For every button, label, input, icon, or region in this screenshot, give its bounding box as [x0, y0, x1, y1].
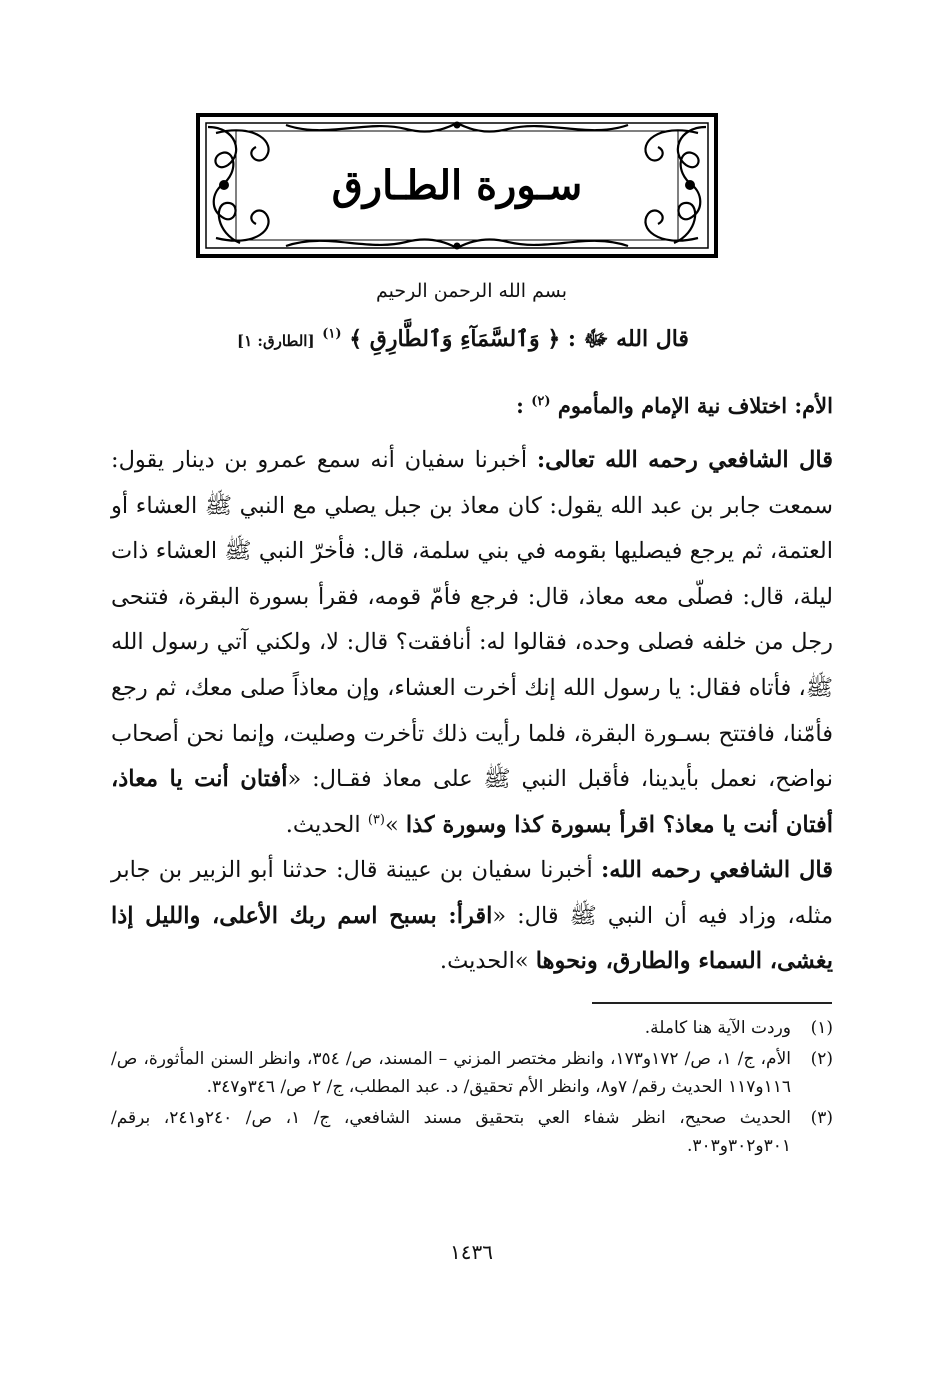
- footnote-text: الحديث صحيح، انظر شفاء العي بتحقيق مسند الشافعي، ج/ ١، ص/ ٢٤٠و٢٤١، برقم/ ٣٠١و٣٠٢و٣٠٣.: [111, 1107, 791, 1156]
- verse-line: [183, 325, 743, 357]
- footnotes: [111, 1014, 833, 1163]
- ornamental-title-frame: [196, 113, 718, 258]
- section-heading-text: الأم: اختلاف نية الإمام والمأموم: [557, 393, 833, 418]
- paragraph-lead: قال الشافعي رحمه الله:: [601, 857, 833, 883]
- verse-text: ﴿ وَٱلسَّمَآءِ وَٱلطَّارِقِ ﴾: [349, 326, 561, 352]
- footnote-number: (١): [810, 1018, 833, 1038]
- footnote-marker: (١): [322, 326, 342, 342]
- quote-close: »: [384, 811, 406, 838]
- section-heading: [516, 393, 833, 418]
- footnote-text: الأم، ج/ ١، ص/ ١٧٢و١٧٣، وانظر مختصر المزني – المسند، ص/ ٣٥٤، وانظر السنن المأثورة، ص/ ١١٦و١١٧ الحديث رقم/ ٧و٨، وانظر الأم تحقيق/ د. عبد المطلب، ج/ ٢ ص/ ٣٤٦و٣٤٧.: [111, 1048, 791, 1097]
- paragraph-lead: قال الشافعي رحمه الله تعالى:: [536, 447, 833, 473]
- footnote: [111, 1104, 833, 1161]
- paragraph-body: أخبرنا سفيان بن عيينة قال: حدثنا أبو الزبير بن جابر مثله، وزاد فيه أن النبي ﷺ قال: «: [111, 857, 833, 929]
- paragraph: [111, 438, 833, 848]
- footnote-text: وردت الآية هنا كاملة.: [644, 1018, 791, 1038]
- footnote-divider: [592, 1002, 832, 1004]
- paragraph: [111, 848, 833, 985]
- footnote-number: (٣): [810, 1107, 833, 1128]
- footnote: [111, 1045, 833, 1102]
- hadith-quote: أفتان أنت يا معاذ، أفتان أنت يا معاذ؟ اقرأ بسورة كذا وسورة كذا: [111, 766, 833, 838]
- paragraph-end: »الحديث.: [439, 948, 536, 975]
- basmala: بسم الله الرحمن الرحيم: [376, 280, 567, 302]
- footnote-marker: (٢): [531, 394, 551, 409]
- paragraph-body: أخبرنا سفيان أنه سمع عمرو بن دينار يقول: سمعت جابر بن عبد الله يقول: كان معاذ بن جبل يصلي مع النبي ﷺ العشاء أو العتمة، ثم يرجع فيصليها بقومه في بني سلمة، قال: فأخرّ النبي ﷺ العشاء ذات ليلة، قال: فصلّى معه معاذ، قال: فرجع فأمّ قومه، فقرأ بسورة البقرة، فتنحى رجل من خلفه فصلى وحده، فقالوا له: أنافقت؟ قال: لا، ولكني آتي رسول الله ﷺ، فأتاه فقال: يا رسول الله إنك أخرت العشاء، وإن معاذاً صلى معك، ثم رجع فأمّنا، فافتتح بسـورة البقرة، فلما رأيت ذلك تأخرت وصليت، وإنما نحن أصحاب نواضح، نعمل بأيدينا، فأقبل النبي ﷺ على معاذ فقـال: «: [111, 447, 833, 793]
- paragraph-end: الحديث.: [285, 811, 368, 838]
- hadith-quote: اقرأ: بسبح اسم ربك الأعلى، والليل إذا يغشى، السماء والطارق، ونحوها: [111, 902, 833, 975]
- surah-title: سـورة الطـارق: [331, 162, 583, 209]
- section-heading-end: :: [516, 393, 524, 418]
- verse-intro: قال الله ﷻ :: [567, 326, 689, 352]
- page-number: ١٤٣٦: [450, 1240, 493, 1264]
- verse-reference: [الطارق: ١]: [237, 332, 315, 350]
- footnote-number: (٢): [810, 1048, 833, 1069]
- footnote: [111, 1014, 833, 1043]
- footnote-marker: (٣): [367, 812, 385, 828]
